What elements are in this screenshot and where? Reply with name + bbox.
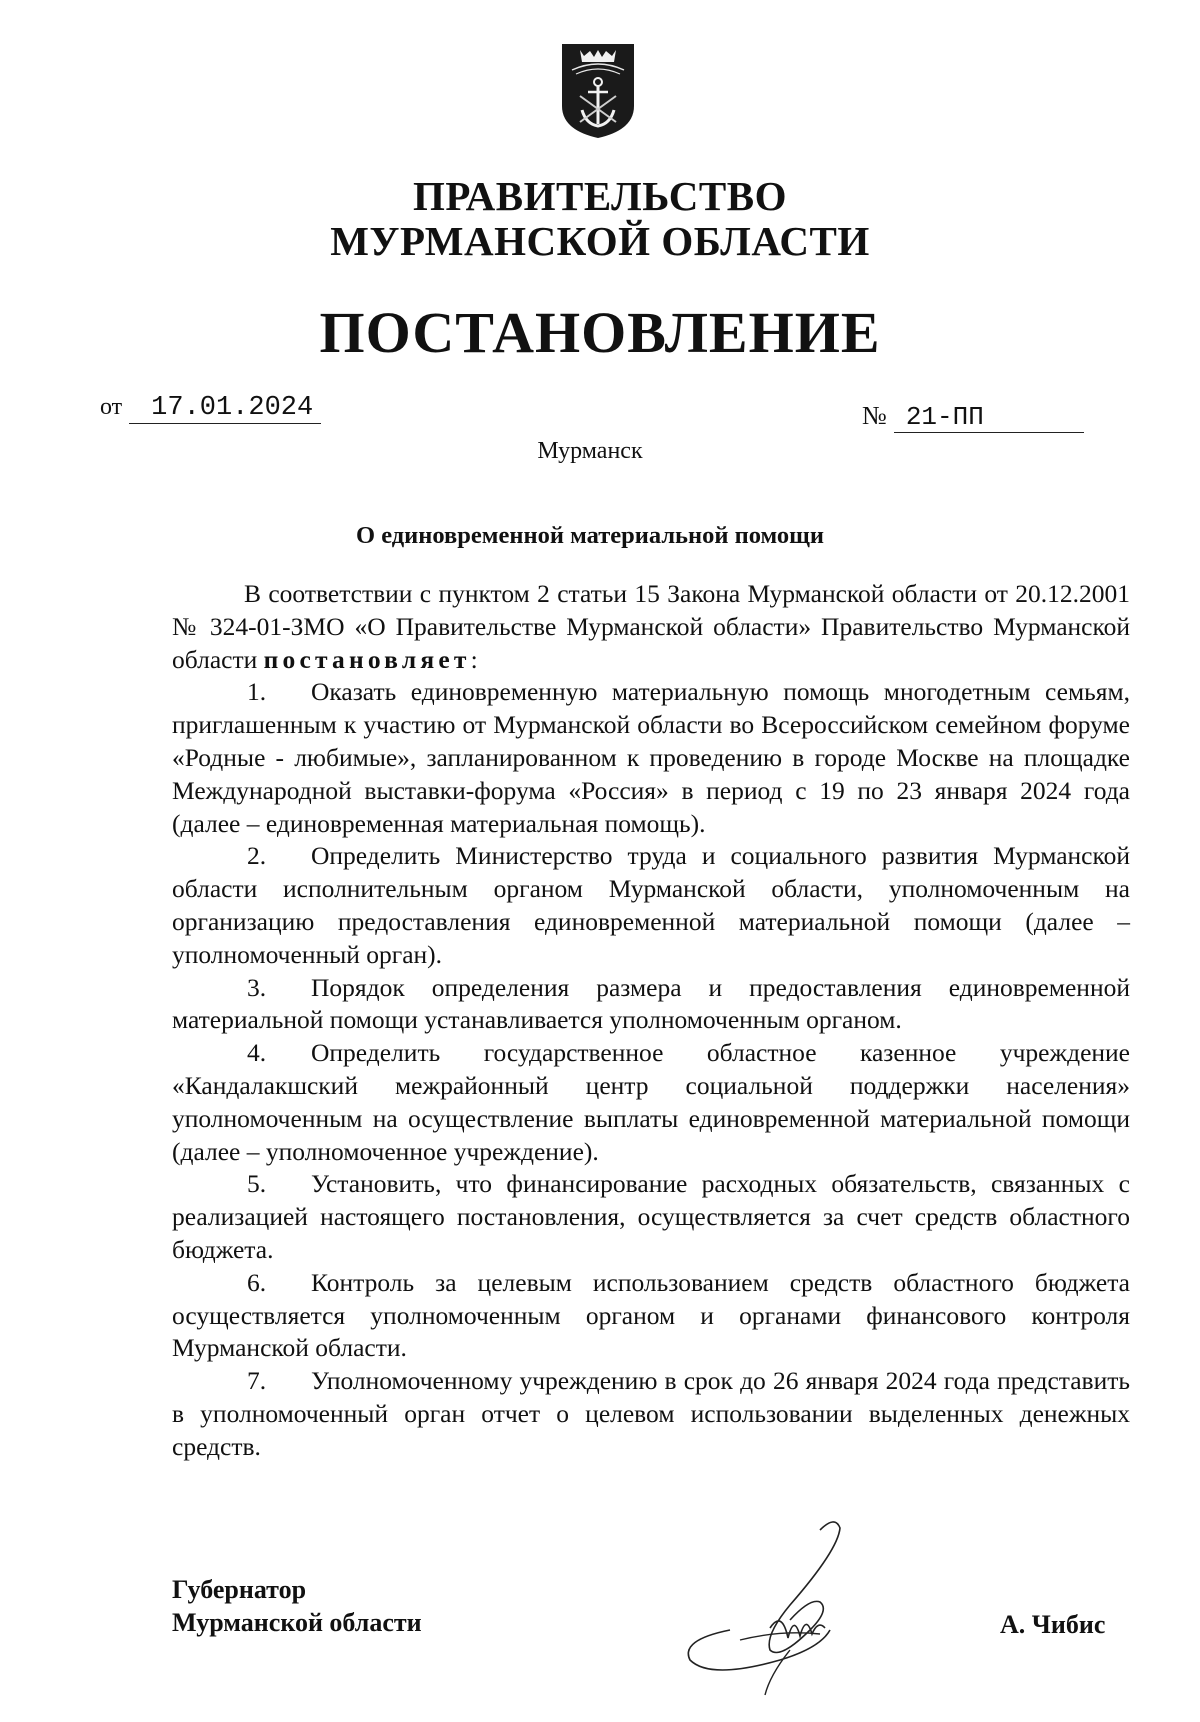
number-sign: № [862, 401, 887, 430]
item-text: Установить, что финансирование расходных обязательств, связанных с реализацией настоящего постановления, осуществляется за счет средств областного бюджета. [172, 1169, 1130, 1264]
preamble-colon: : [470, 644, 478, 674]
date-value: 17.01.2024 [129, 393, 321, 424]
document-title: О единовременной материальной помощи [356, 522, 824, 549]
item-number: 3. [247, 972, 267, 1002]
signer-name: А. Чибис [1000, 1610, 1106, 1639]
document-number [862, 400, 1084, 433]
list-item [172, 972, 1130, 1038]
item-text: Контроль за целевым использованием средств областного бюджета осуществляется уполномоченным органом и органами финансового контроля Мурманской области. [172, 1267, 1130, 1363]
preamble-text: В соответствии с пунктом 2 статьи 15 Закона Мурманской области от 20.12.2001 № 324-01-ЗМО «О Правительстве Мурманской области» Правительство Мурманской области [172, 579, 1130, 674]
item-number: 7. [247, 1366, 267, 1396]
list-item [172, 840, 1130, 971]
preamble [172, 578, 1130, 676]
item-text: Определить Министерство труда и социального развития Мурманской области исполнительным органом Мурманской области, уполномоченным на организацию предоставления единовременной материальной помощи (далее – уполномоченный орган). [172, 841, 1130, 969]
signer-position [172, 1573, 422, 1639]
date-prefix: от [100, 394, 123, 420]
item-number: 2. [247, 841, 267, 871]
list-item [172, 676, 1130, 840]
document-type: ПОСТАНОВЛЕНИЕ [319, 300, 881, 365]
preamble-keyword: постановляет [263, 644, 471, 674]
signer-position-line2: Мурманской области [172, 1608, 422, 1637]
handwritten-signature [670, 1510, 910, 1700]
coat-of-arms-icon [558, 40, 638, 140]
document-body [172, 578, 1130, 1464]
item-text: Порядок определения размера и предоставления единовременной материальной помощи устанавливается уполномоченным органом. [172, 972, 1130, 1035]
item-text: Уполномоченному учреждению в срок до 26 января 2024 года представить в уполномоченный орган отчет о целевом использовании выделенных денежных средств. [172, 1366, 1130, 1461]
item-number: 4. [247, 1038, 267, 1068]
item-number: 1. [247, 677, 267, 707]
list-item [172, 1168, 1130, 1266]
list-item [172, 1267, 1130, 1365]
item-number: 6. [247, 1267, 267, 1297]
item-number: 5. [247, 1169, 267, 1199]
city: Мурманск [537, 438, 643, 464]
org-name-line2: МУРМАНСКОЙ ОБЛАСТИ [330, 218, 870, 264]
org-name-line1: ПРАВИТЕЛЬСТВО [412, 173, 788, 219]
list-item [172, 1037, 1130, 1168]
document-date [100, 390, 321, 424]
number-value: 21-ПП [894, 402, 1084, 433]
item-text: Определить государственное областное казенное учреждение «Кандалакшский межрайонный центр социальной поддержки населения» уполномоченным на осуществление выплаты единовременной материальной помощи (далее – уполномоченное учреждение). [172, 1038, 1130, 1166]
list-item [172, 1365, 1130, 1463]
signer-position-line1: Губернатор [172, 1575, 307, 1604]
item-text: Оказать единовременную материальную помощь многодетным семьям, приглашенным к участию от Мурманской области во Всероссийском семейном форуме «Родные - любимые», запланированном к проведению в городе Москве на площадке Международной выставки-форума «Россия» в период с 19 по 23 января 2024 года (далее – единовременная материальная помощь). [172, 677, 1130, 838]
